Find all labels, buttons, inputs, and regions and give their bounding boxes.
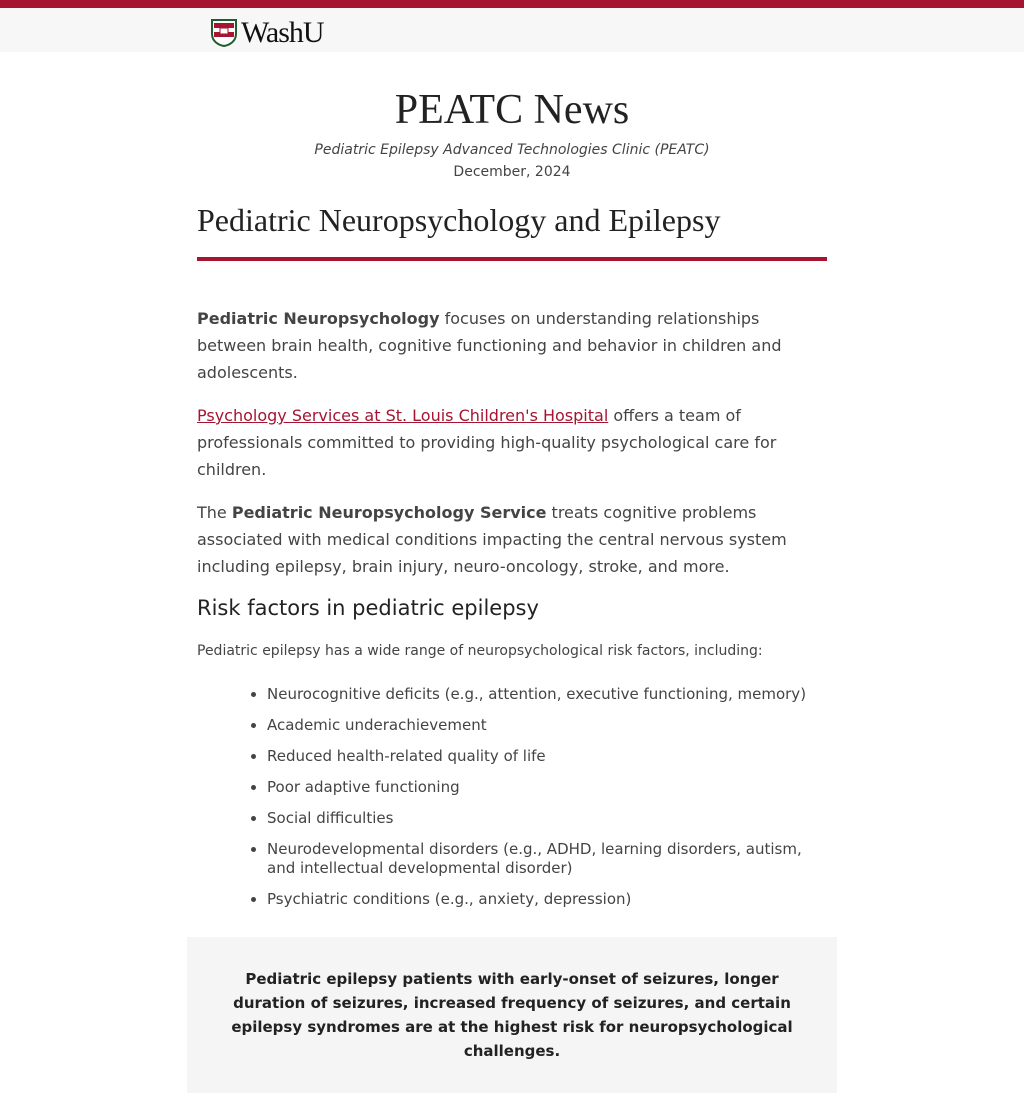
section-intro: Pediatric epilepsy has a wide range of neuropsychological risk factors, including: xyxy=(197,643,763,659)
newsletter-content xyxy=(197,86,827,909)
text: offers a team of professionals committed to providing high-quality psychological care for children. xyxy=(197,406,777,479)
washu-logo[interactable] xyxy=(211,16,324,50)
bold-term: Pediatric Neuropsychology xyxy=(197,309,440,328)
callout-box: Pediatric epilepsy patients with early-onset of seizures, longer duration of seizures, increased frequency of seizures, and certain epilepsy syndromes are at the highest risk for neuropsychological challenges. xyxy=(187,937,837,1093)
shield-icon xyxy=(211,19,237,47)
list-item: • Reduced health-related quality of life xyxy=(267,747,827,766)
list-item: • Psychiatric conditions (e.g., anxiety, depression) xyxy=(267,890,827,909)
bold-term: Pediatric Neuropsychology Service xyxy=(231,503,547,522)
psychology-services-link[interactable]: Psychology Services at St. Louis Children's Hospital xyxy=(197,406,609,425)
paragraph-3 xyxy=(197,499,827,580)
list-item: • Academic underachievement xyxy=(267,716,827,735)
list-item: • Social difficulties xyxy=(267,809,827,828)
text: focuses on understanding relationships between brain health, cognitive functioning and behavior in children and adolescents. xyxy=(197,309,782,382)
risk-factor-list xyxy=(197,685,827,909)
list-item: • Poor adaptive functioning xyxy=(267,778,827,797)
section-title: Risk factors in pediatric epilepsy xyxy=(197,596,539,620)
newsletter-subtitle: Pediatric Epilepsy Advanced Technologies Clinic (PEATC) xyxy=(314,142,710,158)
logo-text: WashU xyxy=(241,16,324,49)
paragraph-1 xyxy=(197,305,827,386)
header xyxy=(0,8,1024,52)
article-title: Pediatric Neuropsychology and Epilepsy xyxy=(197,202,827,261)
newsletter-date: December, 2024 xyxy=(453,164,571,180)
paragraph-2 xyxy=(197,402,827,483)
newsletter-title: PEATC News xyxy=(394,87,630,133)
text: The xyxy=(197,503,232,522)
list-item: • Neurodevelopmental disorders (e.g., ADHD, learning disorders, autism, and intellectual developmental disorder) xyxy=(267,840,827,878)
text: treats cognitive problems associated with medical conditions impacting the central nervous system including epilepsy, brain injury, neuro-oncology, stroke, and more. xyxy=(197,503,787,576)
list-item: • Neurocognitive deficits (e.g., attention, executive functioning, memory) xyxy=(267,685,827,704)
top-accent-bar xyxy=(0,0,1024,8)
